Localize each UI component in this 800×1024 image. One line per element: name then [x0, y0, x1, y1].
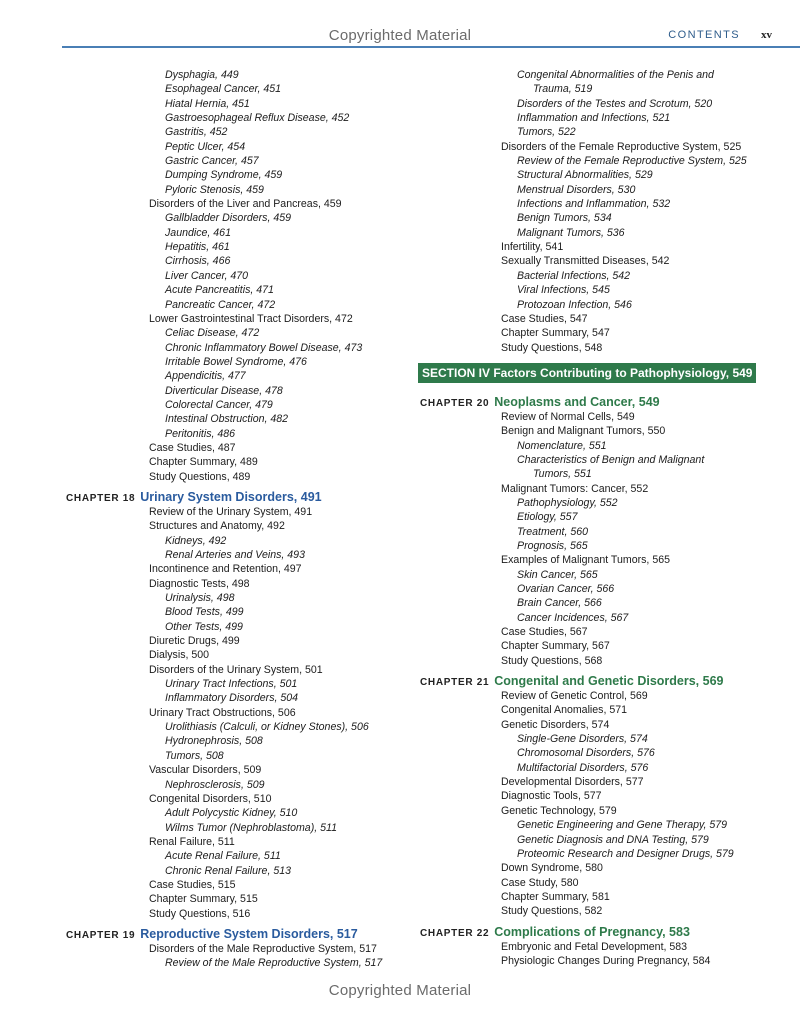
chapter-label: CHAPTER 21	[420, 677, 490, 689]
chapter-title: Complications of Pregnancy, 583	[494, 924, 690, 939]
toc-subentry: Pancreatic Cancer, 472	[165, 298, 276, 311]
toc-entry: Review of Normal Cells, 549	[501, 410, 635, 423]
chapter-heading	[66, 927, 406, 941]
toc-subentry: Cancer Incidences, 567	[517, 611, 629, 624]
toc-entry: Disorders of the Liver and Pancreas, 459	[149, 198, 342, 211]
toc-entry: Case Studies, 487	[149, 441, 236, 454]
toc-subentry: Etiology, 557	[517, 511, 578, 524]
toc-subentry: Gastroesophageal Reflux Disease, 452	[165, 112, 350, 125]
toc-subentry: Adult Polycystic Kidney, 510	[165, 807, 298, 820]
toc-subentry: Hydronephrosis, 508	[165, 735, 263, 748]
toc-entry: Renal Failure, 511	[149, 835, 235, 848]
toc-subentry: Bacterial Infections, 542	[517, 269, 631, 282]
toc-entry: Chapter Summary, 567	[501, 640, 610, 653]
toc-subentry: Appendicitis, 477	[165, 370, 246, 383]
toc-subentry: Prognosis, 565	[517, 539, 588, 552]
toc-subentry: Disorders of the Testes and Scrotum, 520	[517, 97, 713, 110]
toc-subentry: Review of the Male Reproductive System, 517	[165, 957, 383, 970]
toc-subentry: Irritable Bowel Syndrome, 476	[165, 355, 307, 368]
toc-subentry: Structural Abnormalities, 529	[517, 169, 653, 182]
toc-entry: Case Studies, 567	[501, 626, 588, 639]
section-banner: SECTION IV Factors Contributing to Pathophysiology, 549	[418, 363, 756, 383]
toc-subentry: Cirrhosis, 466	[165, 255, 231, 268]
toc-subentry: Acute Pancreatitis, 471	[165, 284, 274, 297]
toc-subentry: Jaundice, 461	[165, 226, 231, 239]
copyright-watermark-top: Copyrighted Material	[328, 27, 472, 44]
toc-subentry: Peritonitis, 486	[165, 427, 236, 440]
toc-subentry: Urinalysis, 498	[165, 592, 235, 605]
toc-entry: Review of the Urinary System, 491	[149, 505, 313, 518]
chapter-label: CHAPTER 19	[66, 929, 136, 941]
toc-subentry: Urolithiasis (Calculi, or Kidney Stones), 506	[165, 721, 369, 734]
toc-subentry: Esophageal Cancer, 451	[165, 83, 282, 96]
toc-entry: Chapter Summary, 489	[149, 456, 258, 469]
toc-entry: Review of Genetic Control, 569	[501, 690, 648, 703]
toc-subentry: Congenital Abnormalities of the Penis and	[517, 69, 714, 81]
toc-entry: Infertility, 541	[501, 241, 564, 254]
toc-subentry: Colorectal Cancer, 479	[165, 398, 273, 411]
toc-subentry: Benign Tumors, 534	[517, 212, 612, 225]
toc-subentry: Dumping Syndrome, 459	[165, 169, 283, 182]
copyright-watermark-bottom: Copyrighted Material	[328, 982, 472, 999]
toc-subentry: Gastric Cancer, 457	[165, 155, 259, 168]
toc-subentry: Brain Cancer, 566	[517, 597, 602, 610]
toc-entry: Structures and Anatomy, 492	[149, 520, 285, 533]
toc-subentry: Treatment, 560	[517, 525, 589, 538]
toc-entry: Urinary Tract Obstructions, 506	[149, 706, 296, 719]
toc-subentry: Genetic Diagnosis and DNA Testing, 579	[517, 833, 709, 846]
toc-entry: Incontinence and Retention, 497	[149, 563, 302, 576]
toc-entry: Dialysis, 500	[149, 649, 210, 662]
toc-subentry: Pathophysiology, 552	[517, 496, 618, 509]
toc-entry: Sexually Transmitted Diseases, 542	[501, 255, 670, 268]
toc-subentry: Characteristics of Benign and Malignant	[517, 453, 705, 466]
toc-entry: Genetic Disorders, 574	[501, 718, 610, 731]
toc-subentry: Tumors, 551	[533, 468, 592, 481]
toc-entry: Chapter Summary, 515	[149, 893, 258, 906]
chapter-title: Congenital and Genetic Disorders, 569	[494, 674, 724, 689]
toc-entry: Benign and Malignant Tumors, 550	[501, 425, 666, 438]
toc-right-column	[418, 68, 790, 968]
toc-left-column	[66, 68, 406, 971]
toc-entry: Study Questions, 568	[501, 654, 603, 667]
running-head: CONTENTS	[668, 29, 740, 41]
toc-subentry: Intestinal Obstruction, 482	[165, 413, 289, 426]
toc-subentry: Protozoan Infection, 546	[517, 298, 632, 311]
toc-entry: Disorders of the Female Reproductive System, 525	[501, 140, 742, 153]
toc-entry: Chapter Summary, 581	[501, 890, 610, 903]
toc-entry: Vascular Disorders, 509	[149, 764, 262, 777]
toc-entry: Examples of Malignant Tumors, 565	[501, 554, 670, 567]
toc-entry: Developmental Disorders, 577	[501, 776, 644, 789]
toc-subentry: Genetic Engineering and Gene Therapy, 579	[517, 819, 728, 832]
chapter-label: CHAPTER 18	[66, 492, 136, 504]
toc-subentry: Kidneys, 492	[165, 534, 227, 547]
toc-subentry: Chromosomal Disorders, 576	[517, 747, 655, 760]
toc-subentry: Tumors, 522	[517, 126, 576, 139]
toc-subentry: Chronic Renal Failure, 513	[165, 864, 292, 877]
toc-entry: Embryonic and Fetal Development, 583	[501, 940, 688, 953]
toc-entry: Lower Gastrointestinal Tract Disorders, 472	[149, 312, 353, 325]
toc-subentry: Dysphagia, 449	[165, 69, 239, 81]
toc-subentry: Multifactorial Disorders, 576	[517, 761, 649, 774]
toc-subentry: Gallbladder Disorders, 459	[165, 212, 292, 225]
toc-subentry: Liver Cancer, 470	[165, 269, 249, 282]
toc-subentry: Nephrosclerosis, 509	[165, 778, 265, 791]
header-rule	[62, 46, 800, 48]
toc-subentry: Hiatal Hernia, 451	[165, 97, 250, 110]
page-number: xv	[761, 29, 772, 41]
toc-subentry: Ovarian Cancer, 566	[517, 583, 615, 595]
toc-subentry: Celiac Disease, 472	[165, 327, 260, 340]
chapter-heading	[420, 395, 790, 409]
toc-subentry: Renal Arteries and Veins, 493	[165, 549, 305, 561]
toc-subentry: Gastritis, 452	[165, 126, 228, 139]
toc-subentry: Nomenclature, 551	[517, 439, 607, 452]
toc-entry: Case Studies, 547	[501, 312, 588, 325]
toc-entry: Down Syndrome, 580	[501, 862, 603, 875]
chapter-title: Neoplasms and Cancer, 549	[494, 394, 660, 409]
chapter-label: CHAPTER 20	[420, 397, 490, 409]
toc-subentry: Hepatitis, 461	[165, 241, 230, 254]
toc-subentry: Other Tests, 499	[165, 620, 243, 633]
toc-entry: Case Study, 580	[501, 876, 579, 889]
toc-subentry: Skin Cancer, 565	[517, 568, 598, 581]
toc-subentry: Peptic Ulcer, 454	[165, 140, 246, 153]
toc-entry: Study Questions, 516	[149, 907, 251, 920]
toc-subentry: Infections and Inflammation, 532	[517, 198, 671, 211]
toc-entry: Diagnostic Tools, 577	[501, 790, 602, 803]
toc-entry: Genetic Technology, 579	[501, 804, 617, 817]
toc-subentry: Acute Renal Failure, 511	[165, 850, 281, 863]
toc-subentry: Viral Infections, 545	[517, 284, 610, 297]
toc-entry: Congenital Disorders, 510	[149, 792, 272, 805]
toc-subentry: Trauma, 519	[533, 83, 593, 96]
toc-entry: Disorders of the Male Reproductive System, 517	[149, 942, 377, 955]
toc-entry: Diagnostic Tests, 498	[149, 577, 250, 590]
toc-entry: Disorders of the Urinary System, 501	[149, 663, 323, 676]
chapter-heading	[66, 490, 406, 504]
toc-subentry: Review of the Female Reproductive System, 525	[517, 155, 747, 168]
chapter-label: CHAPTER 22	[420, 927, 490, 939]
chapter-heading	[420, 925, 790, 939]
toc-subentry: Wilms Tumor (Nephroblastoma), 511	[165, 821, 338, 834]
toc-subentry: Inflammation and Infections, 521	[517, 112, 671, 125]
toc-subentry: Inflammatory Disorders, 504	[165, 692, 299, 705]
toc-entry: Malignant Tumors: Cancer, 552	[501, 482, 649, 495]
toc-subentry: Malignant Tumors, 536	[517, 226, 625, 239]
toc-entry: Congenital Anomalies, 571	[501, 704, 628, 717]
toc-entry: Chapter Summary, 547	[501, 327, 610, 340]
toc-entry: Study Questions, 582	[501, 905, 603, 918]
toc-entry: Study Questions, 489	[149, 470, 251, 483]
toc-entry: Study Questions, 548	[501, 341, 603, 354]
toc-subentry: Chronic Inflammatory Bowel Disease, 473	[165, 341, 363, 354]
toc-subentry: Tumors, 508	[165, 749, 224, 762]
toc-subentry: Pyloric Stenosis, 459	[165, 183, 264, 196]
toc-entry: Case Studies, 515	[149, 878, 236, 891]
toc-entry: Physiologic Changes During Pregnancy, 584	[501, 954, 711, 967]
chapter-title: Urinary System Disorders, 491	[140, 489, 322, 504]
toc-subentry: Urinary Tract Infections, 501	[165, 678, 298, 691]
toc-subentry: Blood Tests, 499	[165, 606, 244, 619]
chapter-heading	[420, 674, 790, 688]
toc-subentry: Diverticular Disease, 478	[165, 384, 283, 397]
toc-entry: Diuretic Drugs, 499	[149, 635, 240, 648]
toc-subentry: Proteomic Research and Designer Drugs, 579	[517, 847, 734, 860]
toc-subentry: Menstrual Disorders, 530	[517, 183, 636, 196]
toc-subentry: Single-Gene Disorders, 574	[517, 733, 648, 746]
chapter-title: Reproductive System Disorders, 517	[140, 926, 358, 941]
